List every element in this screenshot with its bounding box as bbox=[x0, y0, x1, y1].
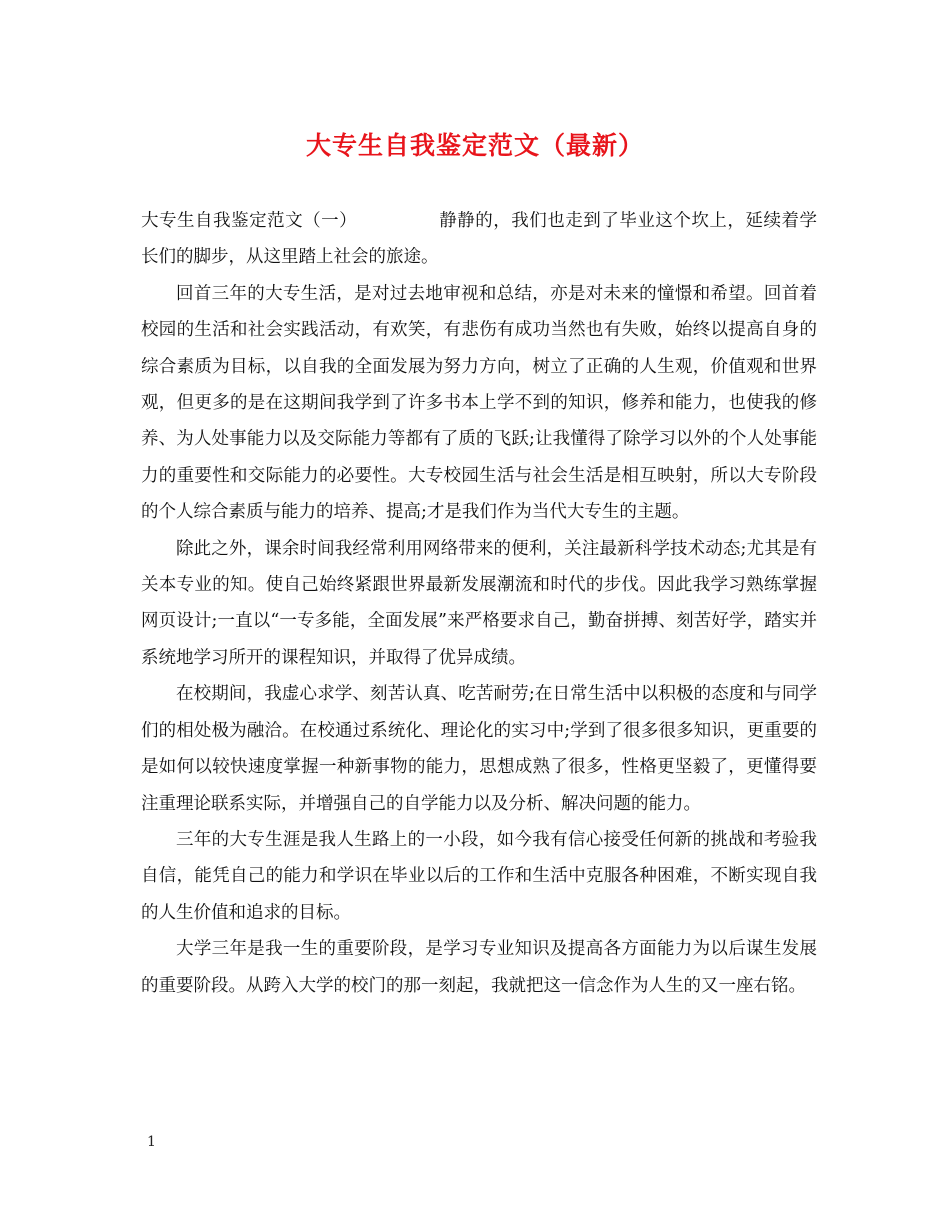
body-paragraph-5: 大学三年是我一生的重要阶段，是学习专业知识及提高各方面能力为以后谋生发展的重要阶段。从跨入大学的校门的那一刻起，我就把这一信念作为人生的又一座右铭。 bbox=[141, 939, 817, 996]
page-number: 1 bbox=[147, 1134, 156, 1150]
intro-text: 静静的，我们也走到了毕业这个坎上，延续着学长们的脚步，从这里踏上社会的旅途。 bbox=[141, 211, 817, 268]
body-paragraph-1: 回首三年的大专生活，是对过去地审视和总结，亦是对未来的憧憬和希望。回首着校园的生活和社会实践活动，有欢笑，有悲伤有成功当然也有失败，始终以提高自身的综合素质为目标，以自我的全面发展为努力方向，树立了正确的人生观，价值观和世界观，但更多的是在这期间我学到了许多书本上学不到的知识，修养和能力，也使我的修养、为人处事能力以及交际能力等都有了质的飞跃;让我懂得了除学习以外的个人处事能力的重要性和交际能力的必要性。大专校园生活与社会生活是相互映射，所以大专阶段的个人综合素质与能力的培养、提高;才是我们作为当代大专生的主题。 bbox=[141, 283, 817, 523]
document-title: 大专生自我鉴定范文（最新） bbox=[305, 131, 644, 160]
section-heading: 大专生自我鉴定范文（一） bbox=[141, 211, 358, 231]
intro-paragraph bbox=[141, 203, 817, 276]
body-paragraph-4: 三年的大专生涯是我人生路上的一小段，如今我有信心接受任何新的挑战和考验我自信，能凭自己的能力和学识在毕业以后的工作和生活中克服各种困难，不断实现自我的人生价值和追求的目标。 bbox=[141, 829, 817, 923]
body-paragraph-2: 除此之外，课余时间我经常利用网络带来的便利，关注最新科学技术动态;尤其是有关本专业的知。使自己始终紧跟世界最新发展潮流和时代的步伐。因此我学习熟练掌握网页设计;一直以“一专多能，全面发展”来严格要求自己，勤奋拼搏、刻苦好学，踏实并系统地学习所开的课程知识，并取得了优异成绩。 bbox=[141, 538, 817, 668]
body-paragraph-3: 在校期间，我虚心求学、刻苦认真、吃苦耐劳;在日常生活中以积极的态度和与同学们的相处极为融洽。在校通过系统化、理论化的实习中;学到了很多很多知识，更重要的是如何以较快速度掌握一种新事物的能力，思想成熟了很多，性格更坚毅了，更懂得要注重理论联系实际，并增强自己的自学能力以及分析、解决问题的能力。 bbox=[141, 684, 817, 814]
document-body bbox=[141, 203, 817, 1004]
